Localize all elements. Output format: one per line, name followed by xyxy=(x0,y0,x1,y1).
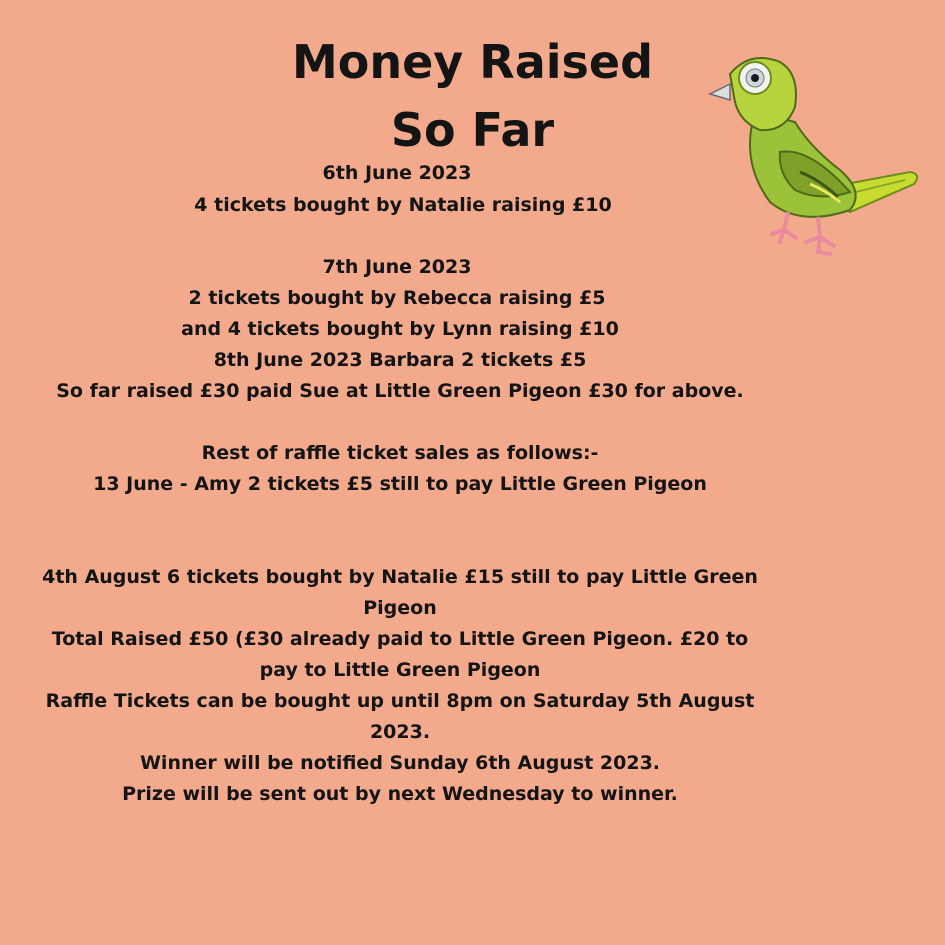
entry-june7-lynn: and 4 tickets bought by Lynn raising £10 xyxy=(181,318,619,340)
entry-june6-natalie: 4 tickets bought by Natalie raising £10 xyxy=(194,194,612,216)
green-pigeon-icon xyxy=(700,52,925,264)
winner-notice: Winner will be notified Sunday 6th August 2023. xyxy=(139,752,661,774)
entry-june7-date: 7th June 2023 xyxy=(322,256,472,278)
prize-notice: Prize will be sent out by next Wednesday to winner. xyxy=(122,783,678,805)
page-title-line-2: So Far xyxy=(390,103,555,157)
rest-of-sales-heading: Rest of raffle ticket sales as follows:- xyxy=(201,442,599,464)
total-raised-line-2: pay to Little Green Pigeon xyxy=(259,659,541,681)
entry-june8-barbara: 8th June 2023 Barbara 2 tickets £5 xyxy=(213,349,587,371)
entry-aug4-natalie-line-2: Pigeon xyxy=(363,597,437,619)
entry-june7-rebecca: 2 tickets bought by Rebecca raising £5 xyxy=(188,287,606,309)
entry-aug4-natalie-line-1: 4th August 6 tickets bought by Natalie £15 still to pay Little Green xyxy=(42,566,758,588)
deadline-line-1: Raffle Tickets can be bought up until 8pm on Saturday 5th August xyxy=(45,690,755,712)
deadline-line-2: 2023. xyxy=(369,721,431,743)
entry-june13-amy: 13 June - Amy 2 tickets £5 still to pay Little Green Pigeon xyxy=(93,473,707,495)
page-title-line-1: Money Raised xyxy=(291,35,654,89)
total-raised-line-1: Total Raised £50 (£30 already paid to Little Green Pigeon. £20 to xyxy=(51,628,749,650)
so-far-raised-summary: So far raised £30 paid Sue at Little Green Pigeon £30 for above. xyxy=(56,380,744,402)
entry-june6-date: 6th June 2023 xyxy=(322,162,472,184)
